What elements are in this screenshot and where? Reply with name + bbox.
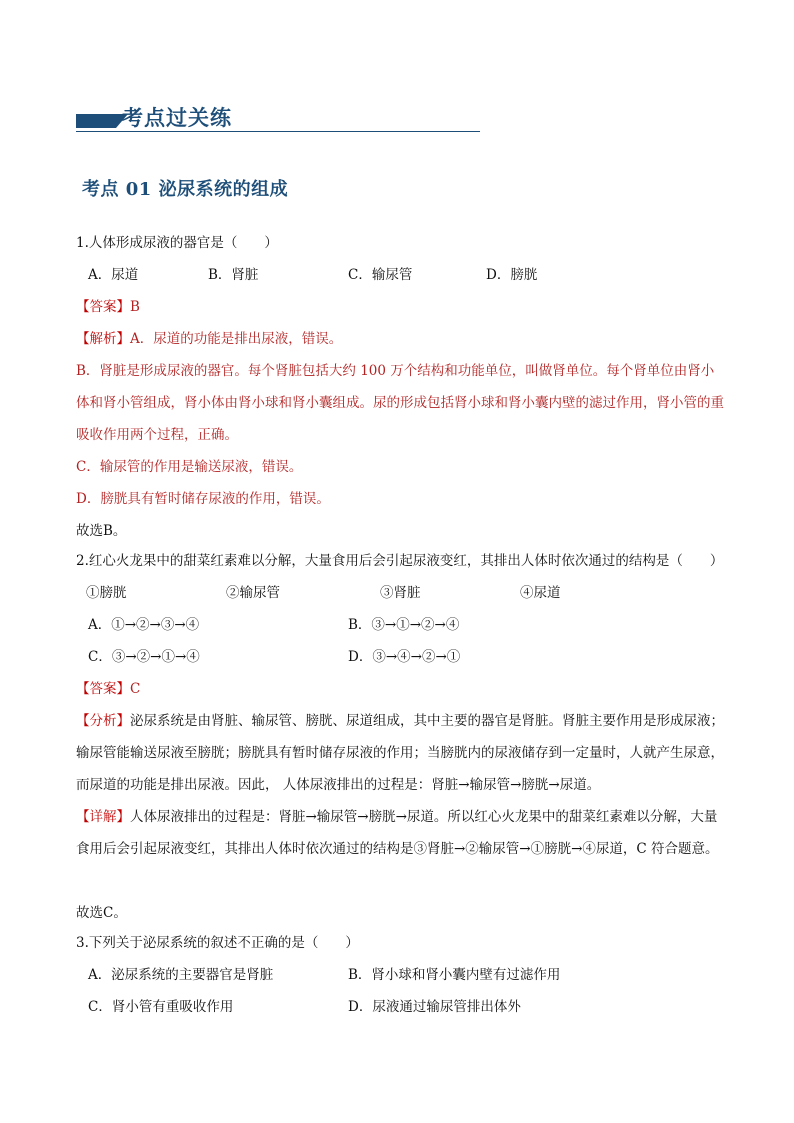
q2-option-d: D．③→④→②→① — [348, 649, 461, 665]
q3-option-d: D．尿液通过输尿管排出体外 — [348, 999, 521, 1015]
q1-analysis-c: C．输尿管的作用是输送尿液，错误。 — [76, 459, 303, 475]
q1-conclusion: 故选B。 — [76, 523, 127, 539]
q1-analysis-tag: 【解析】 — [76, 331, 130, 347]
q2-analysis — [76, 705, 724, 801]
q1-answer-tag: 【答案】 — [76, 299, 130, 315]
q2-option-c: C．③→②→①→④ — [88, 649, 200, 665]
q2-analysis-tag: 【分析】 — [76, 713, 130, 729]
q2-answer-tag: 【答案】 — [76, 681, 130, 697]
banner-bar — [76, 114, 116, 128]
q3-option-a: A．泌尿系统的主要器官是肾脏 — [88, 967, 274, 983]
q2-answer-value: C — [130, 681, 141, 697]
q2-detail-text: 人体尿液排出的过程是：肾脏→输尿管→膀胱→尿道。所以红心火龙果中的甜菜红素难以分解，大量食用后会引起尿液变红，其排出人体时依次通过的结构是③肾脏→②输尿管→①膀胱→④尿道，C 符合题意。 — [76, 809, 719, 857]
section-title: 考点过关练 — [122, 105, 232, 130]
q2-item-4: ④尿道 — [520, 585, 561, 601]
q2-stem: 2.红心火龙果中的甜菜红素难以分解，大量食用后会引起尿液变红，其排出人体时依次通过的结构是（ ） — [76, 553, 724, 569]
q1-stem: 1.人体形成尿液的器官是（ ） — [76, 235, 278, 251]
q2-detail-tag: 【详解】 — [76, 809, 130, 825]
q1-analysis-a — [76, 329, 342, 349]
q2-answer — [76, 679, 140, 699]
q3-option-c: C．肾小管有重吸收作用 — [88, 999, 234, 1015]
section-banner — [76, 104, 480, 134]
q1-option-c: C．输尿管 — [348, 267, 413, 283]
q1-answer-value: B — [130, 299, 140, 315]
q2-analysis-text: 泌尿系统是由肾脏、输尿管、膀胱、尿道组成，其中主要的器官是肾脏。肾脏主要作用是形成尿液；输尿管能输送尿液至膀胱；膀胱具有暂时储存尿液的作用；当膀胱内的尿液储存到一定量时，人就产生尿意，而尿道的功能是排出尿液。因此， 人体尿液排出的过程是：肾脏→输尿管→膀胱→尿道。 — [76, 713, 724, 793]
q2-conclusion: 故选C。 — [76, 905, 127, 921]
q3-option-b: B．肾小球和肾小囊内壁有过滤作用 — [348, 967, 561, 983]
q1-option-d: D．膀胱 — [486, 267, 538, 283]
q3-stem: 3.下列关于泌尿系统的叙述不正确的是（ ） — [76, 935, 359, 951]
q2-option-b: B．③→①→②→④ — [348, 617, 460, 633]
q1-analysis-d: D．膀胱具有暂时储存尿液的作用，错误。 — [76, 491, 330, 507]
q1-answer — [76, 297, 140, 317]
q2-item-2: ②输尿管 — [226, 585, 280, 601]
q1-analysis-a-text: A．尿道的功能是排出尿液，错误。 — [130, 331, 343, 347]
q1-option-b: B．肾脏 — [208, 267, 259, 283]
q1-analysis-b: B．肾脏是形成尿液的器官。每个肾脏包括大约 100 万个结构和功能单位，叫做肾单位。每个肾单位由肾小体和肾小管组成，肾小体由肾小球和肾小囊组成。尿的形成包括肾小球和肾小囊内壁的滤过作用，肾小管的重吸收作用两个过程，正确。 — [76, 363, 724, 443]
q1-option-a: A．尿道 — [88, 267, 139, 283]
knowledge-point-title: 考点 01 泌尿系统的组成 — [82, 179, 289, 200]
q2-option-a: A．①→②→③→④ — [88, 617, 200, 633]
q2-detail — [76, 801, 724, 865]
q2-item-3: ③肾脏 — [380, 585, 421, 601]
q2-item-1: ①膀胱 — [86, 585, 127, 601]
banner-rule — [76, 131, 480, 132]
